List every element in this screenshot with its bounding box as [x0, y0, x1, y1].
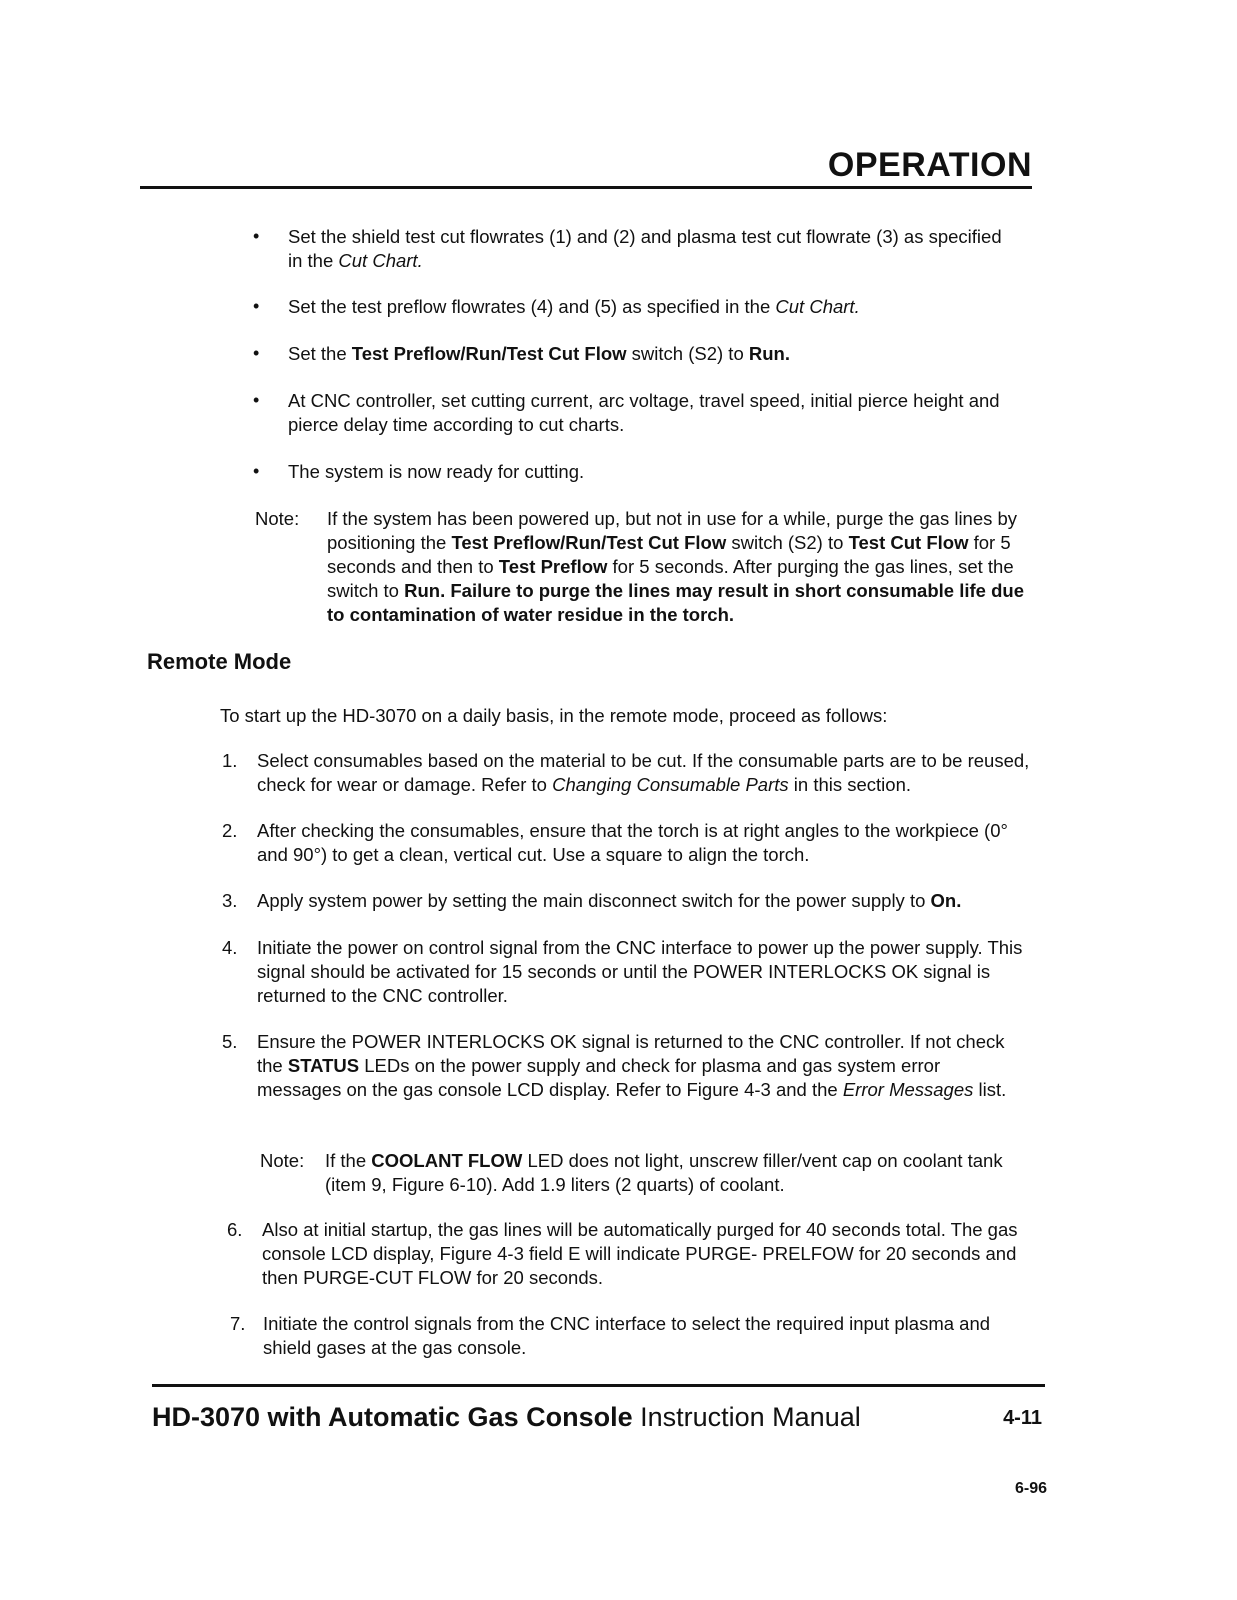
bullet-dot: •: [253, 390, 260, 410]
step-text: After checking the consumables, ensure that the torch is at right angles to the workpiece (0° and 90°) to get a clean, vertical cut. Use a square to align the torch.: [257, 820, 1008, 865]
step-text: Initiate the power on control signal from the CNC interface to power up the power supply. This signal should be activated for 15 seconds or until the POWER INTERLOCKS OK signal is returned to the CNC controller.: [257, 937, 1023, 1006]
bullet-dot: •: [253, 296, 260, 316]
note-text: If the system has been powered up, but not in use for a while, purge the gas lines by positioning the Test Preflow/Run/Test Cut Flow switch (S2) to Test Cut Flow for 5 seconds and then to Test Preflow for 5 seconds. After purging the gas lines, set the switch to Run. Failure to purge the lines may result in short consumable life due to contamination of water residue in the torch.: [327, 508, 1024, 625]
step-number: 2.: [222, 820, 238, 841]
footer-title: HD-3070 with Automatic Gas Console Instruction Manual: [152, 1402, 861, 1432]
step-text: Ensure the POWER INTERLOCKS OK signal is returned to the CNC controller. If not check the STATUS LEDs on the power supply and check for plasma and gas system error messages on the gas console LCD display. Refer to Figure 4-3 and the Error Messages list.: [257, 1031, 1007, 1100]
bullet-dot: •: [253, 461, 260, 481]
step-number: 7.: [230, 1313, 246, 1334]
note-label: Note:: [255, 508, 300, 529]
step-text: Initiate the control signals from the CNC interface to select the required input plasma and shield gases at the gas console.: [263, 1313, 991, 1358]
step-text: Also at initial startup, the gas lines will be automatically purged for 40 seconds total. The gas console LCD display, Figure 4-3 field E will indicate PURGE- PRELFOW for 20 seconds and then PURGE-CUT FLOW for 20 seconds.: [262, 1219, 1018, 1288]
revision-date: 6-96: [1014, 1480, 1047, 1497]
page-header-title: OPERATION: [827, 146, 1032, 184]
header-rule: [140, 186, 1032, 189]
page-number: 4-11: [1003, 1407, 1042, 1429]
note-label: Note:: [260, 1150, 305, 1171]
bullet-text: At CNC controller, set cutting current, arc voltage, travel speed, initial pierce height and pierce delay time according to cut charts.: [288, 390, 1000, 435]
section-heading: Remote Mode: [147, 649, 292, 674]
bullet-text: Set the Test Preflow/Run/Test Cut Flow switch (S2) to Run.: [288, 343, 790, 364]
step-number: 6.: [227, 1219, 243, 1240]
bullet-dot: •: [253, 226, 260, 246]
step-number: 5.: [222, 1031, 238, 1052]
bullet-dot: •: [253, 343, 260, 363]
bullet-text: Set the shield test cut flowrates (1) and (2) and plasma test cut flowrate (3) as specified in the Cut Chart.: [288, 226, 1002, 271]
step-text: Apply system power by setting the main disconnect switch for the power supply to On.: [257, 890, 962, 911]
section-intro: To start up the HD-3070 on a daily basis, in the remote mode, proceed as follows:: [220, 705, 888, 726]
step-number: 4.: [222, 937, 238, 958]
step-number: 3.: [222, 890, 238, 911]
step-number: 1.: [222, 750, 238, 771]
step-text: Select consumables based on the material to be cut. If the consumable parts are to be reused, check for wear or damage. Refer to Changing Consumable Parts in this section.: [257, 750, 1030, 795]
bullet-text: Set the test preflow flowrates (4) and (5) as specified in the Cut Chart.: [288, 296, 860, 317]
bullet-text: The system is now ready for cutting.: [288, 461, 585, 482]
note-text: If the COOLANT FLOW LED does not light, unscrew filler/vent cap on coolant tank (item 9, Figure 6-10). Add 1.9 liters (2 quarts) of coolant.: [325, 1150, 1003, 1195]
footer-rule: [152, 1384, 1045, 1387]
